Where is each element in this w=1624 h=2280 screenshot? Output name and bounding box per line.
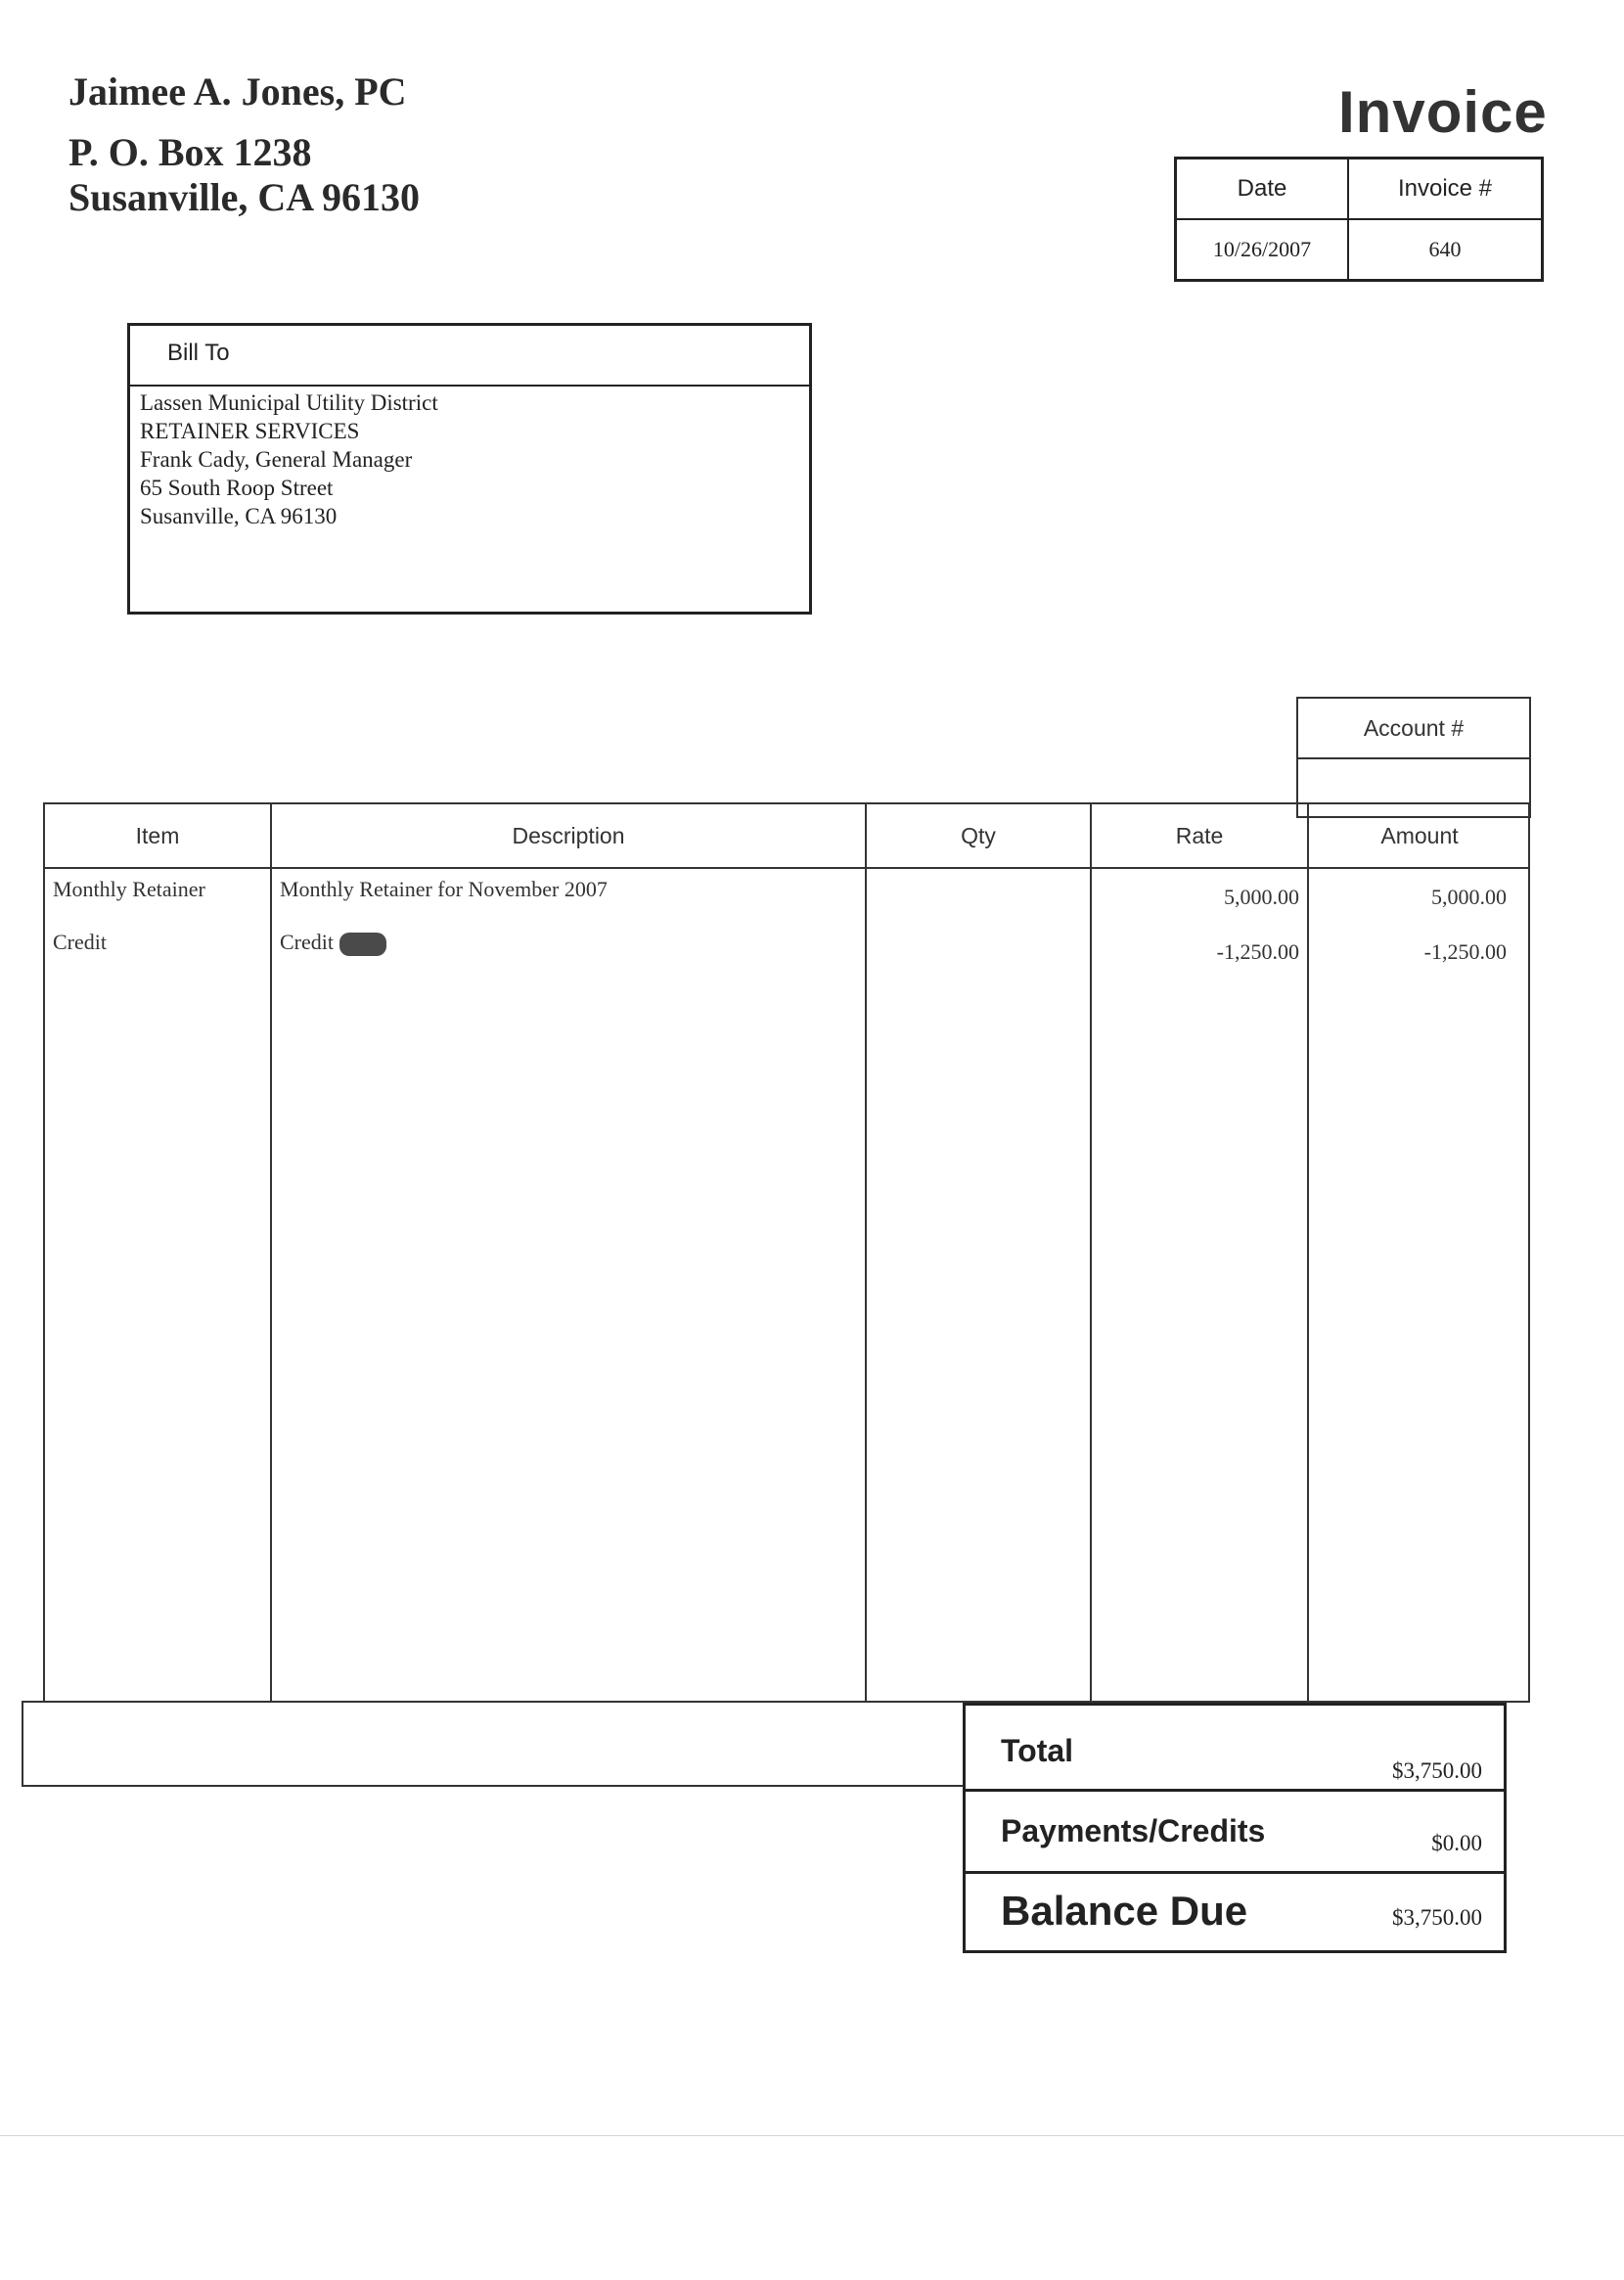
- payments-value: $0.00: [1431, 1831, 1482, 1855]
- date-label: Date: [1177, 160, 1349, 220]
- column-qty: [867, 804, 1092, 1701]
- invoice-meta-box: [1174, 157, 1544, 282]
- header-qty: Qty: [867, 804, 1090, 869]
- totals-box: [963, 1703, 1507, 1953]
- company-city: Susanville, CA 96130: [68, 175, 420, 219]
- invoice-title: Invoice: [1338, 79, 1548, 145]
- page-edge-line: [0, 2135, 1624, 2136]
- invoice-date: 10/26/2007: [1177, 220, 1349, 279]
- footer-notes-area: [22, 1701, 965, 1787]
- bill-to-line: Lassen Municipal Utility District: [140, 390, 438, 415]
- header-rate: Rate: [1092, 804, 1307, 869]
- column-description: [272, 804, 867, 1701]
- bill-to-line: RETAINER SERVICES: [140, 419, 360, 443]
- bill-to-line: Susanville, CA 96130: [140, 504, 338, 528]
- row-2-amount: -1,250.00: [1423, 939, 1507, 964]
- balance-due-label: Balance Due: [1001, 1888, 1248, 1934]
- header-amount: Amount: [1309, 804, 1530, 869]
- invoice-number: 640: [1428, 237, 1462, 261]
- header-item: Item: [45, 804, 270, 869]
- total-row: [966, 1706, 1504, 1792]
- invoice-number-label: Invoice #: [1349, 160, 1541, 220]
- company-name: Jaimee A. Jones, PC: [68, 69, 407, 114]
- row-1-description: Monthly Retainer for November 2007: [280, 877, 608, 901]
- row-1-item: Monthly Retainer: [53, 877, 205, 901]
- company-po-box: P. O. Box 1238: [68, 130, 312, 174]
- payments-row: [966, 1796, 1504, 1874]
- bill-to-line: Frank Cady, General Manager: [140, 447, 413, 472]
- header-description: Description: [272, 804, 865, 869]
- balance-row: [966, 1878, 1504, 1950]
- row-2-description-cell: [280, 930, 386, 956]
- bill-to-address: [140, 388, 438, 530]
- row-2-item: Credit: [53, 930, 107, 954]
- total-label: Total: [1001, 1733, 1074, 1768]
- balance-due-value: $3,750.00: [1392, 1905, 1482, 1930]
- payments-label: Payments/Credits: [1001, 1813, 1266, 1848]
- row-1-amount: 5,000.00: [1431, 885, 1507, 909]
- redaction-mark: [339, 933, 386, 956]
- row-2-rate: -1,250.00: [1216, 939, 1299, 964]
- row-2-description: Credit: [280, 930, 334, 954]
- column-rate: [1092, 804, 1309, 1701]
- column-amount: [1309, 804, 1530, 1701]
- bill-to-line: 65 South Roop Street: [140, 476, 334, 500]
- bill-to-box: [127, 323, 812, 615]
- row-1-rate: 5,000.00: [1224, 885, 1299, 909]
- total-value: $3,750.00: [1392, 1758, 1482, 1783]
- account-label: Account #: [1298, 699, 1529, 759]
- column-item: [45, 804, 272, 1701]
- account-box: [1296, 697, 1531, 818]
- bill-to-label: Bill To: [130, 326, 809, 387]
- items-table: [43, 802, 1530, 1703]
